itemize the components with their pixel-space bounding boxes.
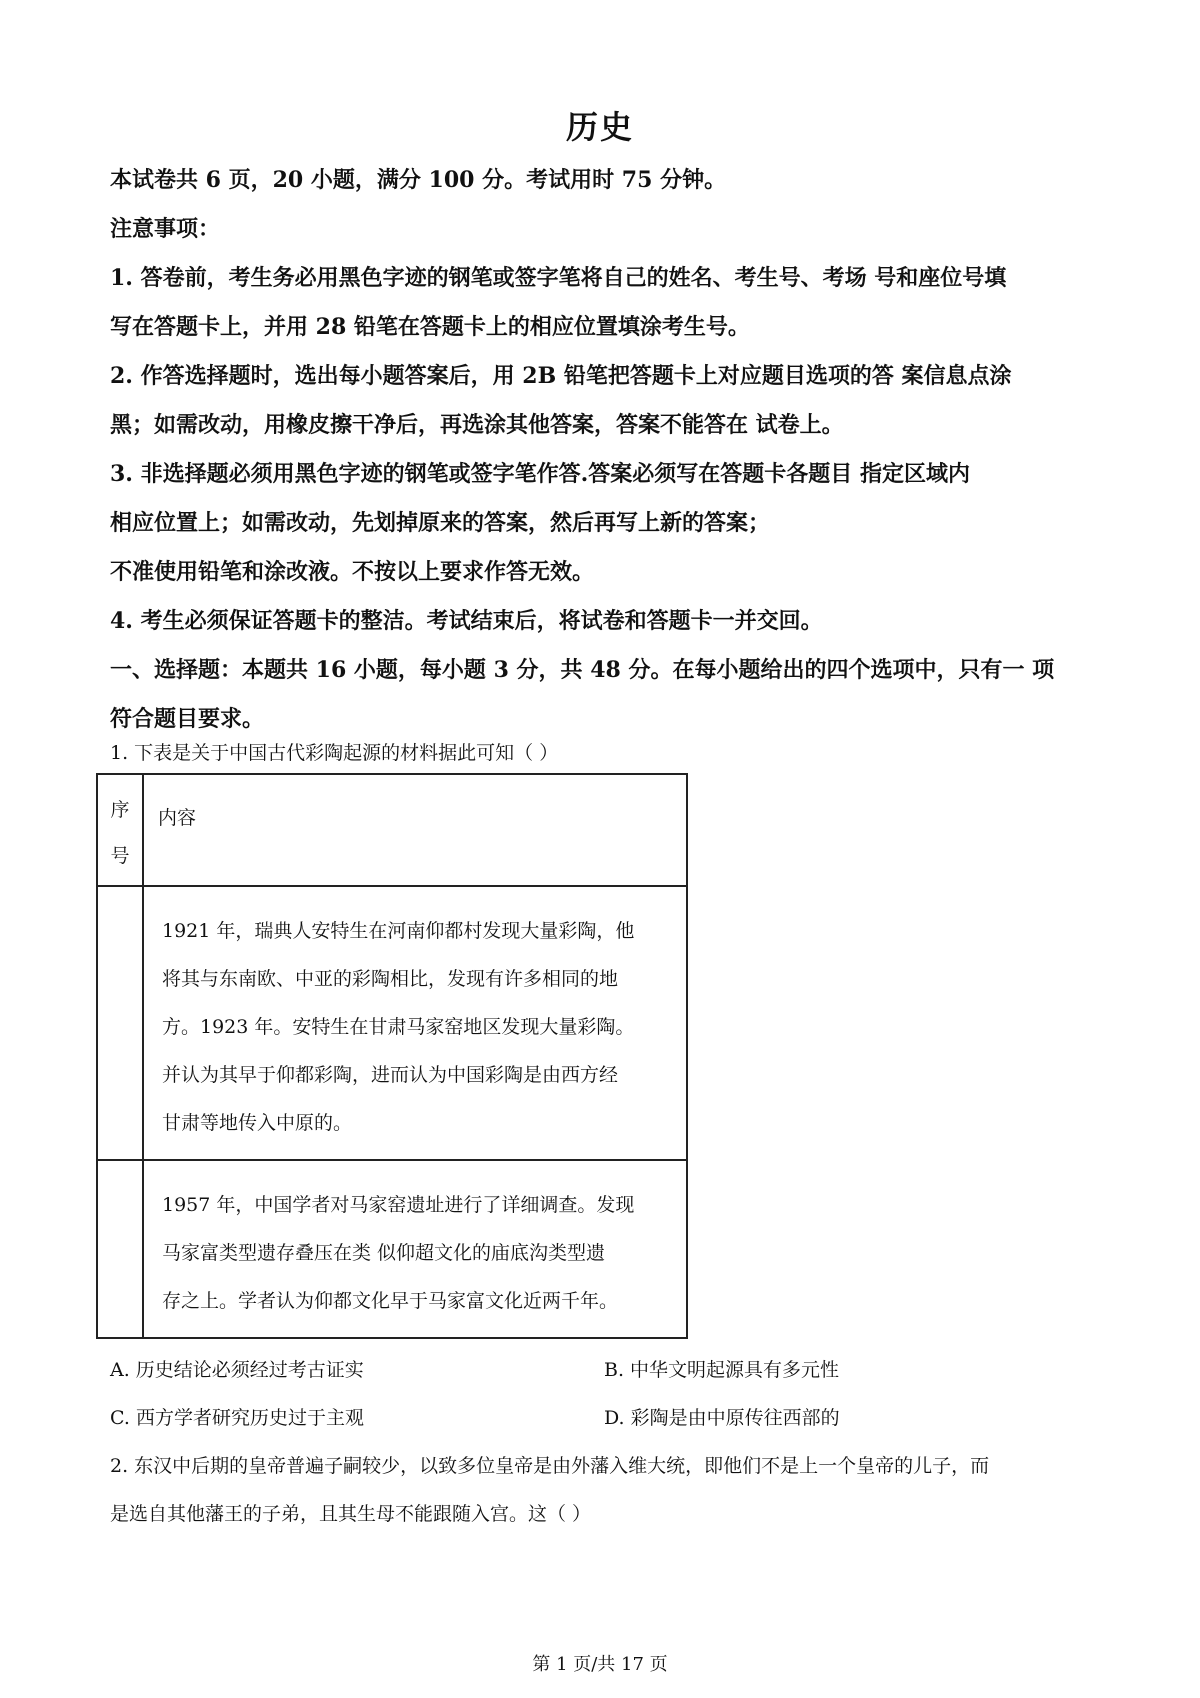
- notice-line: 1. 答卷前，考生务必用黑色字迹的钢笔或签字笔将自己的姓名、考生号、考场 号和座位号填: [110, 265, 1007, 291]
- notice-line: 4. 考生必须保证答题卡的整洁。考试结束后，将试卷和答题卡一并交回。: [110, 608, 823, 634]
- table-cell: [143, 886, 687, 1160]
- paragraph-line: 1957 年，中国学者对马家窑遗址进行了详细调查。发现: [162, 1194, 635, 1216]
- exam-intro: 本试卷共 6 页，20 小题，满分 100 分。考试用时 75 分钟。: [110, 167, 727, 193]
- question-2-line: 2. 东汉中后期的皇帝普遍子嗣较少，以致多位皇帝是由外藩入维大统，即他们不是上一个皇帝的儿子，而: [110, 1455, 990, 1477]
- section-heading: 符合题目要求。: [110, 706, 265, 732]
- material-paragraph-1: [144, 887, 686, 1159]
- option-a: A. 历史结论必须经过考古证实: [110, 1359, 364, 1381]
- paragraph-line: 并认为其早于仰都彩陶，进而认为中国彩陶是由西方经: [162, 1064, 619, 1086]
- table-row: [97, 1160, 687, 1338]
- question-2-line: 是选自其他藩王的子弟，且其生母不能跟随入宫。这（ ）: [110, 1503, 592, 1525]
- table-cell: [97, 886, 143, 1160]
- option-b: B. 中华文明起源具有多元性: [604, 1359, 840, 1381]
- notice-line: 不准使用铅笔和涂改液。不按以上要求作答无效。: [110, 559, 595, 585]
- table-row: [97, 886, 687, 1160]
- table-header-row: [97, 774, 687, 886]
- notice-line: 写在答题卡上，并用 28 铅笔在答题卡上的相应位置填涂考生号。: [110, 314, 750, 340]
- material-paragraph-2: [144, 1161, 686, 1337]
- notice-line: 3. 非选择题必须用黑色字迹的钢笔或签字笔作答.答案必须写在答题卡各题目 指定区域内: [110, 461, 970, 487]
- table-cell: [97, 774, 143, 886]
- notice-line: 2. 作答选择题时，选出每小题答案后，用 2B 铅笔把答题卡上对应题目选项的答 案信息点涂: [110, 363, 1012, 389]
- material-table: [96, 773, 688, 1339]
- section-heading: 一、选择题：本题共 16 小题，每小题 3 分，共 48 分。在每小题给出的四个选项中，只有一 项: [110, 657, 1055, 683]
- page-title: 历史: [565, 108, 634, 146]
- paragraph-line: 存之上。学者认为仰都文化早于马家富文化近两千年。: [162, 1290, 619, 1312]
- paragraph-line: 马家富类型遗存叠压在类 似仰超文化的庙底沟类型遗: [162, 1242, 606, 1264]
- paragraph-line: 方。1923 年。安特生在甘肃马家窑地区发现大量彩陶。: [162, 1016, 635, 1038]
- paragraph-line: 甘肃等地传入中原的。: [162, 1112, 353, 1134]
- notice-heading: 注意事项：: [110, 216, 221, 242]
- notice-line: 相应位置上；如需改动，先划掉原来的答案，然后再写上新的答案；: [110, 510, 771, 536]
- header-num-top: 序: [110, 799, 130, 821]
- paragraph-line: 1921 年，瑞典人安特生在河南仰都村发现大量彩陶，他: [162, 920, 635, 942]
- table-cell: [143, 774, 687, 886]
- notice-line: 黑；如需改动，用橡皮擦干净后，再选涂其他答案，答案不能答在 试卷上。: [110, 412, 844, 438]
- header-content: 内容: [158, 807, 197, 829]
- option-d: D. 彩陶是由中原传往西部的: [604, 1407, 840, 1429]
- header-num-bottom: 号: [110, 845, 130, 867]
- table-cell: [143, 1160, 687, 1338]
- question-1-stem: 1. 下表是关于中国古代彩陶起源的材料据此可知（ ）: [110, 742, 559, 764]
- paragraph-line: 将其与东南欧、中亚的彩陶相比，发现有许多相同的地: [162, 968, 619, 990]
- option-c: C. 西方学者研究历史过于主观: [110, 1407, 364, 1429]
- page-footer: 第 1 页/共 17 页: [532, 1654, 668, 1675]
- table-cell: [97, 1160, 143, 1338]
